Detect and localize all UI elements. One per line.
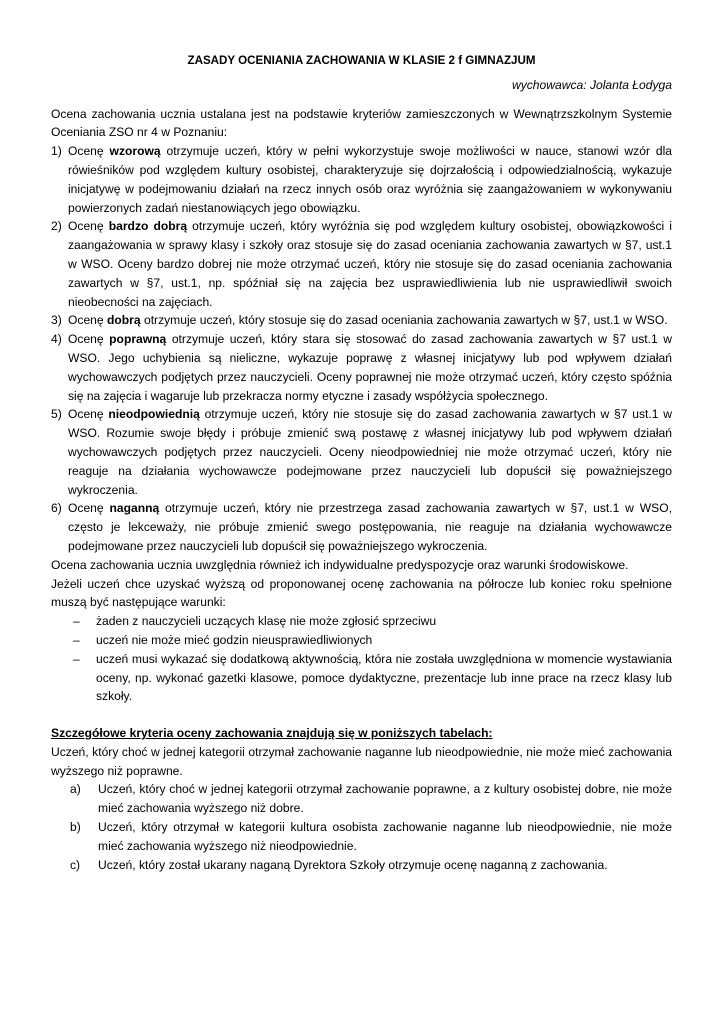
list-item [73, 631, 672, 650]
item-text: żaden z nauczycieli uczących klasę nie może zgłosić sprzeciwu [96, 614, 437, 629]
individual-paragraph: Ocena zachowania ucznia uwzględnia również ich indywidualne predyspozycje oraz warunki środowiskowe. [51, 557, 629, 572]
item-text: otrzymuje uczeń, który nie przestrzega zasad zachowania zawartych w §7, ust.1 w WSO, często je lekceważy, nie próbuje zmienić swego postępowania, nie reaguje na działania wychowawcze podejmowane przez nauczycieli lub dopuścił się poważniejszego wykroczenia. [68, 501, 672, 553]
list-item [51, 217, 672, 311]
list-item [73, 612, 672, 631]
list-item [73, 650, 672, 706]
item-prefix: Ocenę [68, 407, 109, 422]
item-text: Uczeń, który otrzymał w kategorii kultura osobista zachowanie naganne lub nieodpowiednie, nie może mieć zachowania wyższego niż nieodpowiednie. [98, 820, 672, 853]
list-item [70, 856, 672, 875]
grade-name: dobrą [107, 313, 141, 328]
item-prefix: Ocenę [68, 144, 110, 159]
list-marker: 6) [51, 501, 62, 516]
item-prefix: Ocenę [68, 219, 109, 234]
list-marker: c) [70, 857, 81, 872]
item-text: Uczeń, który został ukarany naganą Dyrektora Szkoły otrzymuje ocenę naganną z zachowania. [98, 857, 608, 872]
list-marker: 3) [51, 313, 62, 328]
list-marker: 1) [51, 144, 62, 159]
rules-list [70, 780, 672, 874]
grade-name: poprawną [109, 332, 167, 347]
grade-name: bardzo dobrą [108, 219, 188, 234]
item-text: otrzymuje uczeń, który wyróżnia się pod względem kultury osobistej, obowiązkowości i zaangażowania w sprawy klasy i szkoły oraz stosuje się do zasad oceniania zachowania zawartych w §7, ust.1 w WSO. Oceny bardzo dobrej nie może otrzymać uczeń, który nie stosuje się do zasad oceniania zachowania zawartych w §7, ust.1, np. spóźniał się na zajęcia bez usprawiedliwienia lub nie usprawiedliwił swoich nieobecności na zajęciach. [68, 219, 672, 309]
list-item [70, 818, 672, 856]
list-marker: 4) [51, 332, 62, 347]
item-text: Uczeń, który choć w jednej kategorii otrzymał zachowanie poprawne, a z kultury osobistej dobre, nie może mieć zachowania wyższego niż dobre. [98, 782, 672, 816]
dash-marker: – [73, 651, 80, 666]
list-marker: 2) [51, 219, 62, 234]
list-marker: 5) [51, 407, 62, 422]
list-marker: b) [70, 820, 81, 835]
item-text: uczeń musi wykazać się dodatkową aktywnością, która nie została uwzględniona w momencie wystawiania oceny, np. wykonać gazetki klasowe, pomoce dydaktyczne, prezentacje lub inne prace na rzecz klasy lub szkoły. [96, 651, 672, 704]
list-item [51, 142, 672, 217]
list-item [51, 311, 672, 330]
section-heading: Szczegółowe kryteria oceny zachowania znajdują się w poniższych tabelach: [51, 726, 493, 741]
item-prefix: Ocenę [68, 313, 107, 328]
item-prefix: Ocenę [68, 332, 110, 347]
dash-marker: – [73, 614, 80, 629]
higher-grade-paragraph: Jeżeli uczeń chce uzyskać wyższą od proponowanej ocenę zachowania na półrocze lub koniec roku spełnione muszą być następujące warunki: [51, 576, 672, 610]
document-title: ZASADY OCENIANIA ZACHOWANIA W KLASIE 2 f GIMNAZJUM [187, 54, 536, 67]
category-paragraph: Uczeń, który choć w jednej kategorii otrzymał zachowanie naganne lub nieodpowiednie, nie może mieć zachowania wyższego niż poprawne. [51, 744, 672, 778]
conditions-list [73, 612, 672, 706]
author-line: wychowawca: Jolanta Łodyga [511, 77, 672, 92]
grade-name: naganną [109, 501, 160, 516]
intro-paragraph: Ocena zachowania ucznia ustalana jest na podstawie kryteriów zamieszczonych w Wewnątrzszkolnym Systemie Oceniania ZSO nr 4 w Poznaniu: [51, 106, 672, 140]
grade-name: nieodpowiednią [108, 407, 200, 422]
item-text: uczeń nie może mieć godzin nieusprawiedliwionych [96, 632, 373, 647]
grade-name: wzorową [109, 144, 161, 159]
list-item [70, 780, 672, 818]
list-marker: a) [70, 782, 81, 797]
item-text: otrzymuje uczeń, który nie stosuje się do zasad zachowania zawartych w §7 ust.1 w WSO. Rozumie swoje błędy i próbuje zmienić swą postawę z własnej inicjatywy lub pod wpływem działań wychowawczych podjętych przez nauczycieli. Oceny nieodpowiedniej nie może otrzymać uczeń, który nie reaguje na działania wychowawcze podejmowane przez nauczycieli lub dopuścił się poważniejszego wykroczenia. [68, 407, 673, 497]
dash-marker: – [73, 632, 80, 647]
list-item [51, 330, 672, 405]
item-text: otrzymuje uczeń, który stosuje się do zasad oceniania zachowania zawartych w §7, ust.1 w WSO. [140, 313, 668, 328]
item-text: otrzymuje uczeń, który stara się stosować do zasad zachowania zawartych w §7 ust.1 w WSO. Jego uchybienia są nieliczne, wykazuje poprawę z własnej inicjatywy lub pod wpływem działań wychowawczych podjętych przez nauczycieli. Oceny poprawnej nie może otrzymać uczeń, który często spóźnia się na zajęcia i wagaruje lub przekracza normy etyczne i zasady współżycia społecznego. [68, 332, 672, 403]
list-item [51, 499, 672, 555]
item-text: otrzymuje uczeń, który w pełni wykorzystuje swoje możliwości w nauce, stanowi wzór dla rówieśników pod względem kultury osobistej, charakteryzuje się dojrzałością i odpowiedzialnością, wykazuje inicjatywę w podejmowaniu działań na rzecz innych osób oraz wyróżnia się zaangażowaniem w wykonywaniu powierzonych zadań niestanowiących jego obowiązku. [68, 144, 672, 215]
grades-list [51, 142, 672, 556]
list-item [51, 405, 672, 499]
item-prefix: Ocenę [68, 501, 110, 516]
